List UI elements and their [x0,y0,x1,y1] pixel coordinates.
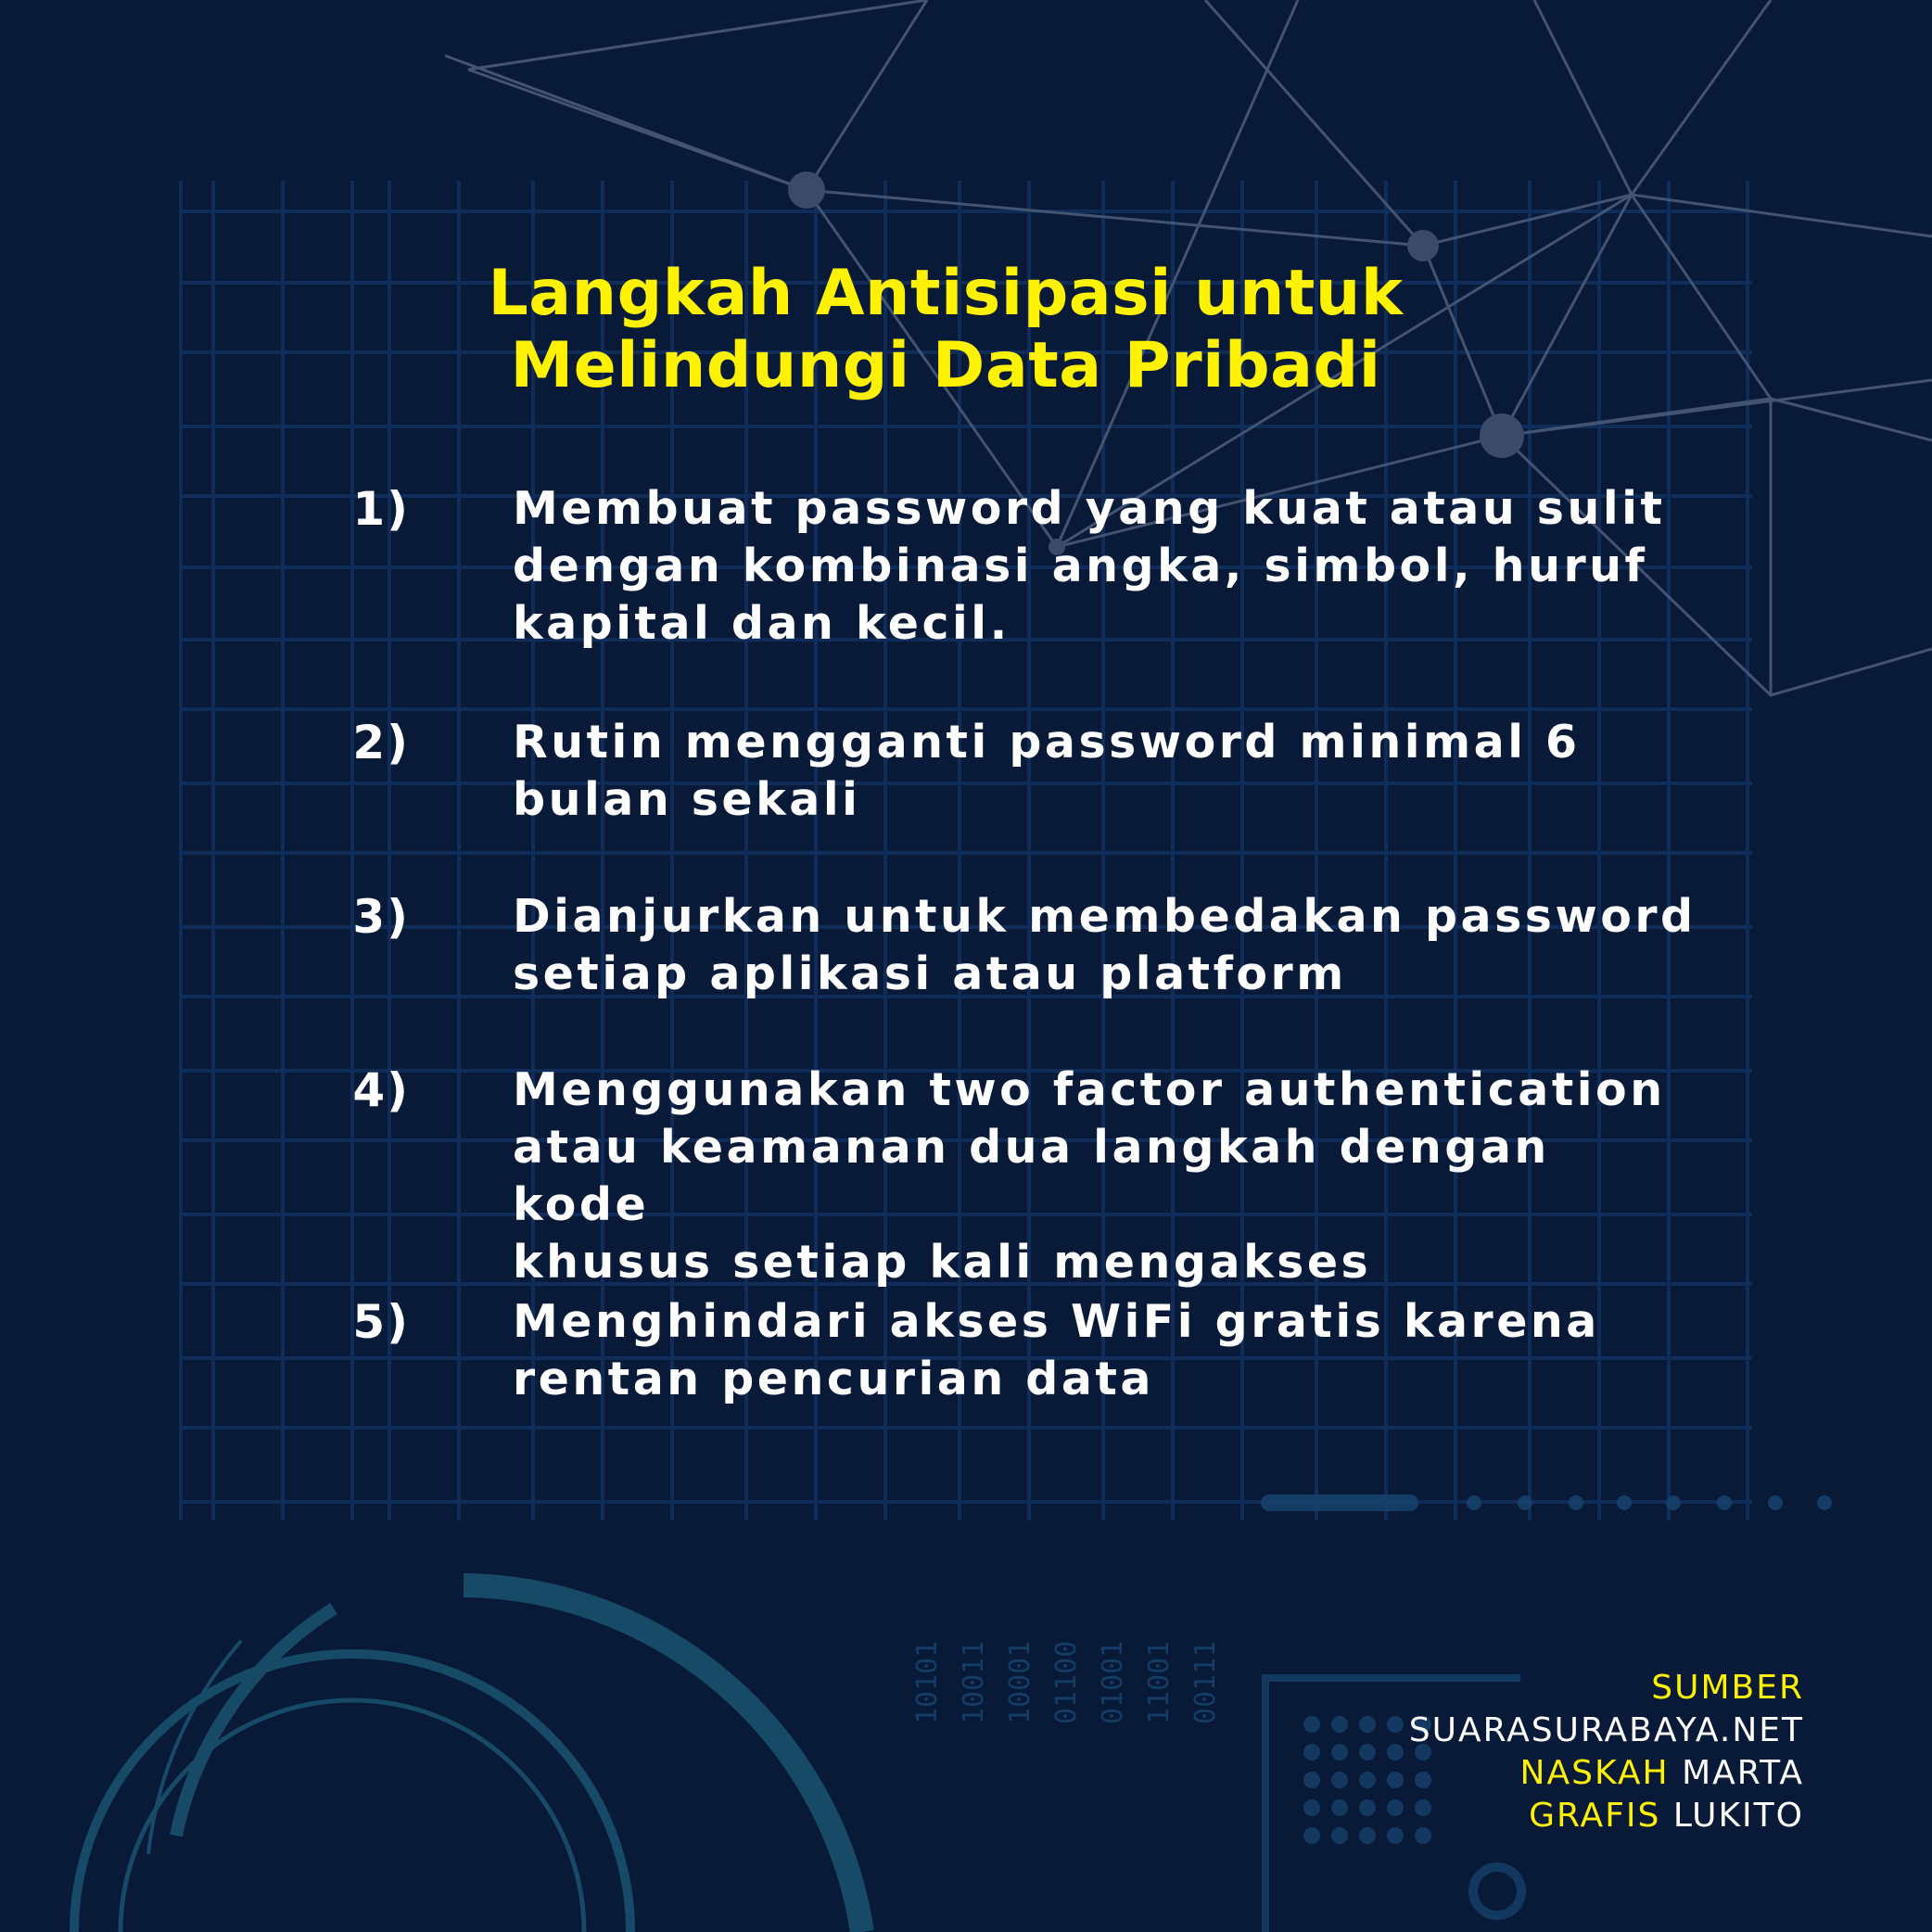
gear-decoration [1473,1867,1521,1915]
list-item-line: kapital dan kecil. [513,597,1010,650]
list-item-number: 3) [352,890,410,944]
credit-source-value: SUARASURABAYA.NET [1408,1711,1804,1749]
binary-columns [911,1641,1222,1724]
list-item-line: khusus setiap kali mengakses [513,1236,1372,1289]
binary-column-7: 00111 [1189,1640,1222,1724]
credit-graphic [1322,1795,1804,1837]
binary-column-1: 10101 [911,1640,944,1724]
list-item-line: dengan kombinasi angka, simbol, huruf [513,540,1648,592]
list-item-line: Membuat password yang kuat atau sulit [513,482,1666,535]
list-item-text [513,714,1699,829]
credit-graphic-label: GRAFIS [1529,1797,1661,1835]
title-line-1: Langkah Antisipasi untuk [488,257,1404,330]
list-item-line: Dianjurkan untuk membedakan password [513,890,1697,943]
list-item-text [513,1061,1699,1291]
list-item-line: rentan pencurian data [513,1353,1154,1405]
credits-block [1322,1667,1804,1837]
list-item-text [513,480,1699,653]
list-item-line: Menggunakan two factor authentication [513,1063,1666,1116]
list-item-line: setiap aplikasi atau platform [513,947,1347,1000]
credit-script-value: MARTA [1682,1754,1804,1792]
list-item-text [513,888,1699,1003]
credit-graphic-value: LUKITO [1672,1797,1804,1835]
list-item-number: 4) [352,1063,410,1117]
list-item-line: Rutin mengganti password minimal 6 [513,716,1581,769]
tech-circles [74,1585,862,1932]
binary-column-3: 10001 [1004,1640,1036,1724]
credit-script [1322,1752,1804,1795]
title-line-2: Melindungi Data Pribadi [510,329,1381,402]
page-title [0,258,1891,402]
list-item-number: 1) [352,482,410,536]
credit-script-label: NASKAH [1519,1754,1670,1792]
binary-column-5: 01001 [1097,1640,1129,1724]
list-item-line: bulan sekali [513,773,861,826]
binary-column-4: 01100 [1050,1640,1083,1724]
list-item-line: Menghindari akses WiFi gratis karena [513,1295,1600,1348]
binary-column-6: 11001 [1143,1640,1176,1724]
binary-column-2: 10011 [958,1640,990,1724]
list-item-number: 2) [352,716,410,769]
credit-source-label: SUMBER [1651,1669,1804,1707]
list-item-text [513,1293,1699,1408]
list-item-line: atau keamanan dua langkah dengan kode [513,1121,1550,1231]
list-item-number: 5) [352,1295,410,1349]
